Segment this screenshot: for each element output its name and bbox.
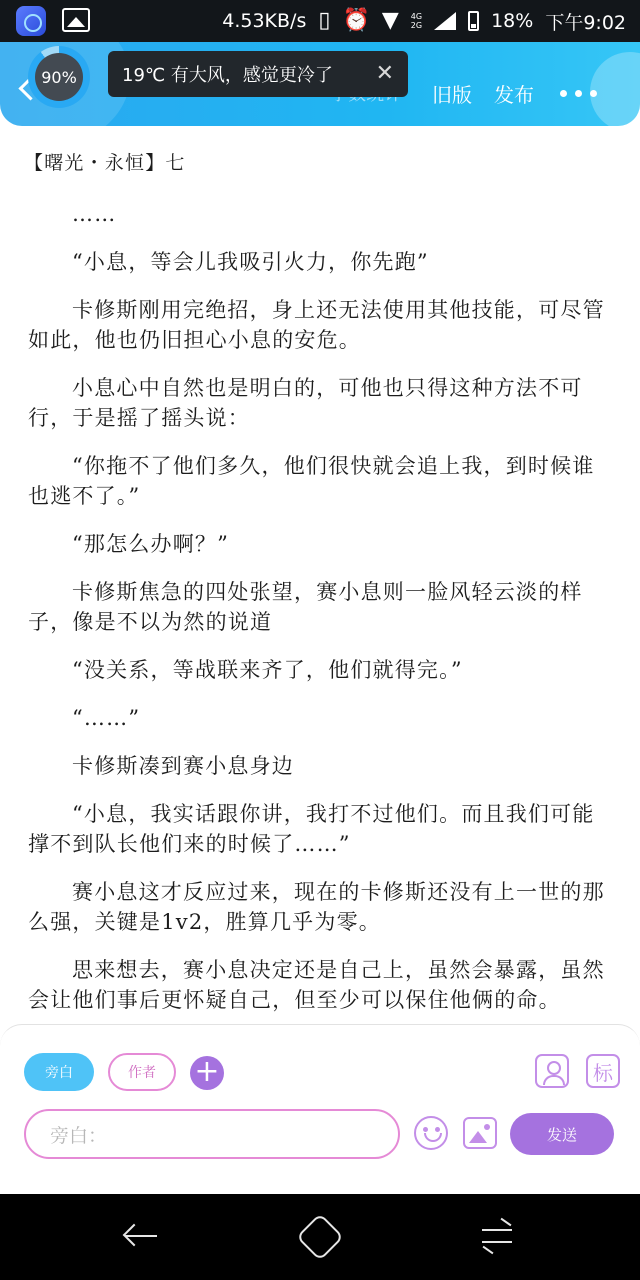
old-version-button[interactable]: 旧版 bbox=[432, 82, 472, 107]
battery-icon bbox=[468, 11, 479, 31]
progress-label: 90% bbox=[35, 53, 83, 101]
article bbox=[24, 148, 608, 1033]
app-icon bbox=[16, 6, 46, 36]
weather-toast bbox=[108, 51, 408, 97]
publish-button[interactable]: 发布 bbox=[494, 82, 534, 107]
paragraph: 思来想去，赛小息决定还是自己上，虽然会暴露，虽然会让他们事后更怀疑自己，但至少可以保住他俩的命。 bbox=[28, 958, 605, 1012]
paragraph: “你拖不了他们多久，他们很快就会追上我，到时候谁也逃不了。” bbox=[28, 454, 595, 508]
add-role-button[interactable]: + bbox=[190, 1056, 224, 1090]
clock: 下午9:02 bbox=[545, 11, 626, 34]
toast-text: 19℃ 有大风，感觉更冷了 bbox=[122, 65, 333, 86]
composer-panel bbox=[0, 1024, 640, 1195]
nav-home-icon[interactable] bbox=[296, 1213, 344, 1261]
paragraph: “那怎么办啊？” bbox=[72, 532, 230, 556]
wifi-icon: ▼ bbox=[381, 8, 399, 33]
chapter-title: 【曙光・永恒】七 bbox=[24, 152, 186, 174]
nav-back-icon[interactable] bbox=[125, 1220, 159, 1252]
image-icon[interactable] bbox=[463, 1117, 497, 1149]
progress-ring bbox=[28, 46, 90, 108]
paragraph: 卡修斯凑到赛小息身边 bbox=[72, 754, 294, 778]
close-icon[interactable]: ✕ bbox=[375, 61, 394, 86]
system-nav-bar bbox=[0, 1194, 640, 1280]
paragraph: 卡修斯焦急的四处张望，赛小息则一脸风轻云淡的样子，像是不以为然的说道 bbox=[28, 580, 583, 634]
more-icon[interactable] bbox=[560, 90, 597, 97]
vibrate-icon: ▯ bbox=[318, 8, 331, 33]
paragraph: “小息，我实话跟你讲，我打不过他们。而且我们可能撑不到队长他们来的时候了……” bbox=[28, 802, 595, 856]
battery-level: 18% bbox=[491, 10, 534, 32]
paragraph: “小息，等会儿我吸引火力，你先跑” bbox=[72, 250, 429, 274]
paragraph: “没关系，等战联来齐了，他们就得完。” bbox=[72, 658, 463, 682]
narration-role-button[interactable]: 旁白 bbox=[24, 1053, 94, 1091]
tag-icon[interactable]: 标 bbox=[586, 1054, 620, 1088]
paragraph: …… bbox=[72, 202, 117, 226]
paragraph: 小息心中自然也是明白的，可他也只得这种方法不可行，于是摇了摇头说： bbox=[28, 376, 583, 430]
paragraph: 卡修斯刚用完绝招，身上还无法使用其他技能，可尽管如此，他也仍旧担心小息的安危。 bbox=[28, 298, 605, 352]
paragraph: 赛小息这才反应过来，现在的卡修斯还没有上一世的那么强，关键是1v2，胜算几乎为零。 bbox=[28, 880, 605, 934]
network-speed: 4.53KB/s bbox=[222, 10, 307, 32]
gallery-icon bbox=[62, 8, 90, 32]
send-button[interactable]: 发送 bbox=[510, 1113, 614, 1155]
alarm-icon: ⏰ bbox=[342, 8, 370, 33]
paragraph: “……” bbox=[72, 706, 141, 730]
emoji-icon[interactable] bbox=[414, 1116, 448, 1150]
author-role-button[interactable]: 作者 bbox=[108, 1053, 176, 1091]
character-icon[interactable] bbox=[535, 1054, 569, 1088]
nav-switch-icon[interactable] bbox=[482, 1219, 514, 1253]
message-input[interactable]: 旁白： bbox=[24, 1109, 400, 1159]
network-type: 4G 2G bbox=[410, 12, 423, 30]
signal-icon bbox=[434, 12, 456, 30]
status-bar bbox=[0, 0, 640, 42]
